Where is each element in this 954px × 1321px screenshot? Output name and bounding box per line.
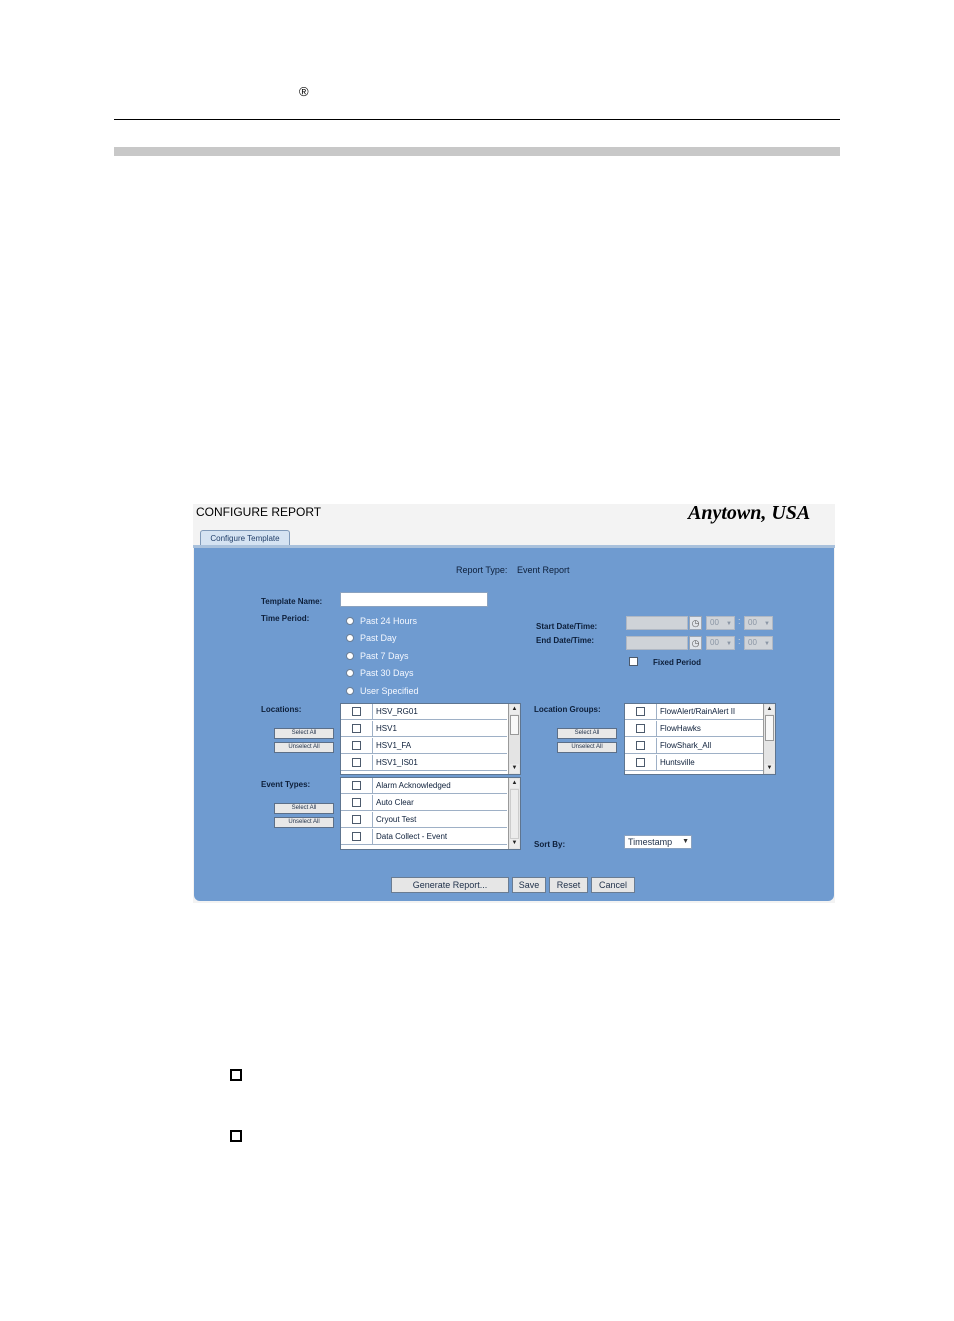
list-item[interactable] [341,795,507,811]
group-name: FlowHawks [660,724,701,733]
start-minute-select[interactable] [744,616,773,630]
window-title: CONFIGURE REPORT [196,505,322,519]
radio-past-30-days[interactable] [346,669,354,677]
chevron-down-icon: ▼ [682,838,689,845]
groups-unselect-all-button[interactable]: Unselect All [557,742,617,753]
time-period-label: Time Period: [261,614,310,623]
event-type-name: Alarm Acknowledged [376,781,451,790]
groups-select-all-button[interactable]: Select All [557,728,617,739]
chevron-down-icon: ▼ [764,641,770,647]
scroll-up-icon[interactable]: ▲ [766,706,773,712]
bullet-square-icon [230,1130,242,1142]
reset-button[interactable]: Reset [549,877,588,893]
end-datetime-label: End Date/Time: [536,636,595,645]
event-type-name: Auto Clear [376,798,414,807]
section-bar [114,147,840,156]
location-name: HSV1_FA [376,741,412,750]
scroll-thumb[interactable] [765,715,774,741]
sort-by-value: Timestamp [628,837,673,847]
radio-past-day[interactable] [346,634,354,642]
end-date-input[interactable] [626,636,688,650]
group-name: Huntsville [660,758,695,767]
template-name-label: Template Name: [261,597,323,606]
generate-report-button[interactable]: Generate Report... [391,877,509,893]
radio-label-past-24-hours: Past 24 Hours [360,616,418,626]
location-checkbox[interactable] [352,707,361,716]
radio-past-7-days[interactable] [346,652,354,660]
event-type-name: Data Collect - Event [376,832,448,841]
list-item[interactable] [341,829,507,845]
end-hour-select[interactable] [706,636,735,650]
events-unselect-all-button[interactable]: Unselect All [274,817,334,828]
locations-select-all-button[interactable]: Select All [274,728,334,739]
event-types-list[interactable] [340,777,521,850]
location-checkbox[interactable] [352,758,361,767]
list-item[interactable] [341,721,507,737]
start-date-input[interactable] [626,616,688,630]
location-name: HSV1 [376,724,397,733]
list-item[interactable] [625,755,765,771]
radio-label-past-30-days: Past 30 Days [360,668,414,678]
save-button[interactable]: Save [512,877,546,893]
location-groups-label: Location Groups: [534,705,601,714]
sort-by-label: Sort By: [534,840,566,849]
group-checkbox[interactable] [636,741,645,750]
report-type-value: Event Report [517,565,570,575]
group-checkbox[interactable] [636,758,645,767]
end-minute-select[interactable] [744,636,773,650]
start-hour-select[interactable] [706,616,735,630]
report-type-label: Report Type: [456,565,508,575]
event-types-scrollbar[interactable] [508,778,520,849]
group-name: FlowShark_All [660,741,712,750]
start-calendar-icon[interactable]: ◷ [689,616,702,630]
location-groups-list[interactable] [624,703,776,775]
list-item[interactable] [625,704,765,720]
event-type-checkbox[interactable] [352,781,361,790]
scroll-down-icon[interactable]: ▼ [766,765,773,771]
scroll-up-icon[interactable]: ▲ [511,780,518,786]
location-name: HSV1_IS01 [376,758,418,767]
chevron-down-icon: ▼ [726,641,732,647]
bullet-square-icon [230,1069,242,1081]
tab-configure-template[interactable]: Configure Template [200,530,290,547]
scroll-down-icon[interactable]: ▼ [511,840,518,846]
scroll-thumb[interactable] [510,715,519,735]
list-item[interactable] [341,704,507,720]
list-item[interactable] [625,721,765,737]
location-name: HSV_RG01 [376,707,418,716]
event-type-name: Cryout Test [376,815,417,824]
registered-mark: ® [299,84,309,99]
end-minute-value: 00 [748,638,757,647]
event-type-checkbox[interactable] [352,798,361,807]
group-name: FlowAlert/RainAlert II [660,707,736,716]
start-datetime-label: Start Date/Time: [536,622,598,631]
end-time-separator: : [738,636,741,646]
start-minute-value: 00 [748,618,757,627]
chevron-down-icon: ▼ [764,621,770,627]
list-item[interactable] [625,738,765,754]
fixed-period-checkbox[interactable] [629,657,638,666]
scroll-up-icon[interactable]: ▲ [511,706,518,712]
header-rule [114,119,840,120]
start-hour-value: 00 [710,618,719,627]
locations-list[interactable] [340,703,521,775]
event-type-checkbox[interactable] [352,832,361,841]
list-item[interactable] [341,812,507,828]
fixed-period-label: Fixed Period [653,658,702,667]
scroll-down-icon[interactable]: ▼ [511,765,518,771]
event-types-label: Event Types: [261,780,311,789]
radio-label-past-day: Past Day [360,633,397,643]
list-item[interactable] [341,755,507,771]
scroll-track[interactable] [510,789,519,839]
locations-scrollbar[interactable] [508,704,520,774]
radio-label-user-specified: User Specified [360,686,419,696]
events-select-all-button[interactable]: Select All [274,803,334,814]
group-checkbox[interactable] [636,724,645,733]
template-name-input[interactable] [340,592,488,607]
radio-label-past-7-days: Past 7 Days [360,651,409,661]
location-checkbox[interactable] [352,724,361,733]
groups-scrollbar[interactable] [763,704,775,774]
list-item[interactable] [341,778,507,794]
sort-by-select[interactable] [624,835,692,849]
location-checkbox[interactable] [352,741,361,750]
chevron-down-icon: ▼ [726,621,732,627]
end-hour-value: 00 [710,638,719,647]
locations-unselect-all-button[interactable]: Unselect All [274,742,334,753]
start-time-separator: : [738,616,741,626]
group-checkbox[interactable] [636,707,645,716]
cancel-button[interactable]: Cancel [591,877,635,893]
radio-past-24-hours[interactable] [346,617,354,625]
event-type-checkbox[interactable] [352,815,361,824]
end-calendar-icon[interactable]: ◷ [689,636,702,650]
list-item[interactable] [341,738,507,754]
locations-label: Locations: [261,705,302,714]
radio-user-specified[interactable] [346,687,354,695]
brand-logo-text: Anytown, USA [688,502,811,524]
